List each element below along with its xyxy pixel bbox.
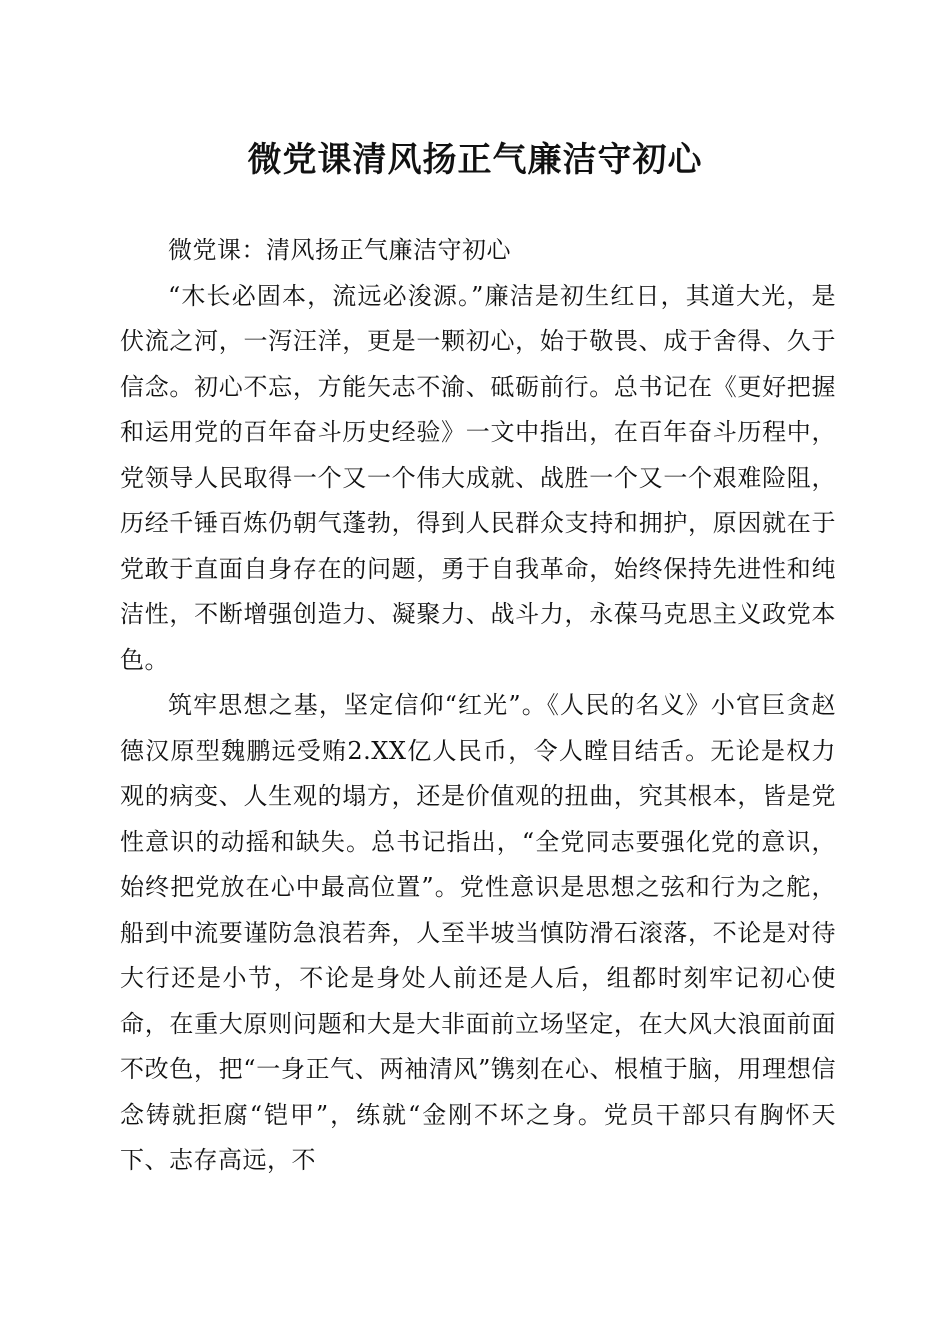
document-body <box>120 228 836 1184</box>
paragraph-subtitle: 微党课：清风扬正气廉洁守初心 <box>168 236 511 264</box>
document-title: 微党课清风扬正气廉洁守初心 <box>247 140 703 180</box>
paragraph-section-1: 筑牢思想之基，坚定信仰“红光”。《人民的名义》小官巨贪赵德汉原型魏鹏远受贿2.XX亿人民币，令人瞠目结舌。无论是权力观的病变、人生观的塌方，还是价值观的扭曲，究其根本，皆是党性意识的动摇和缺失。总书记指出，“全党同志要强化党的意识，始终把党放在心中最高位置”。党性意识是思想之弦和行为之舵，船到中流要谨防急浪若奔，人至半坡当慎防滑石滚落，不论是对待大行还是小节，不论是身处人前还是人后，组都时刻牢记初心使命，在重大原则问题和大是大非面前立场坚定，在大风大浪面前面不改色，把“一身正气、两袖清风”镌刻在心、根植于脑，用理想信念铸就拒腐“铠甲”，练就“金刚不坏之身。党员干部只有胸怀天下、志存高远，不 <box>120 691 836 1174</box>
paragraph-intro: “木长必固本，流远必浚源。”廉洁是初生红日，其道大光，是伏流之河，一泻汪洋，更是一颗初心，始于敬畏、成于舍得、久于信念。初心不忘，方能矢志不渝、砥砺前行。总书记在《更好把握和运用党的百年奋斗历史经验》一文中指出，在百年奋斗历程中，党领导人民取得一个又一个伟大成就、战胜一个又一个艰难险阻，历经千锤百炼仍朝气蓬勃，得到人民群众支持和拥护，原因就在于党敢于直面自身存在的问题，勇于自我革命，始终保持先进性和纯洁性，不断增强创造力、凝聚力、战斗力，永葆马克思主义政党本色。 <box>120 281 836 674</box>
